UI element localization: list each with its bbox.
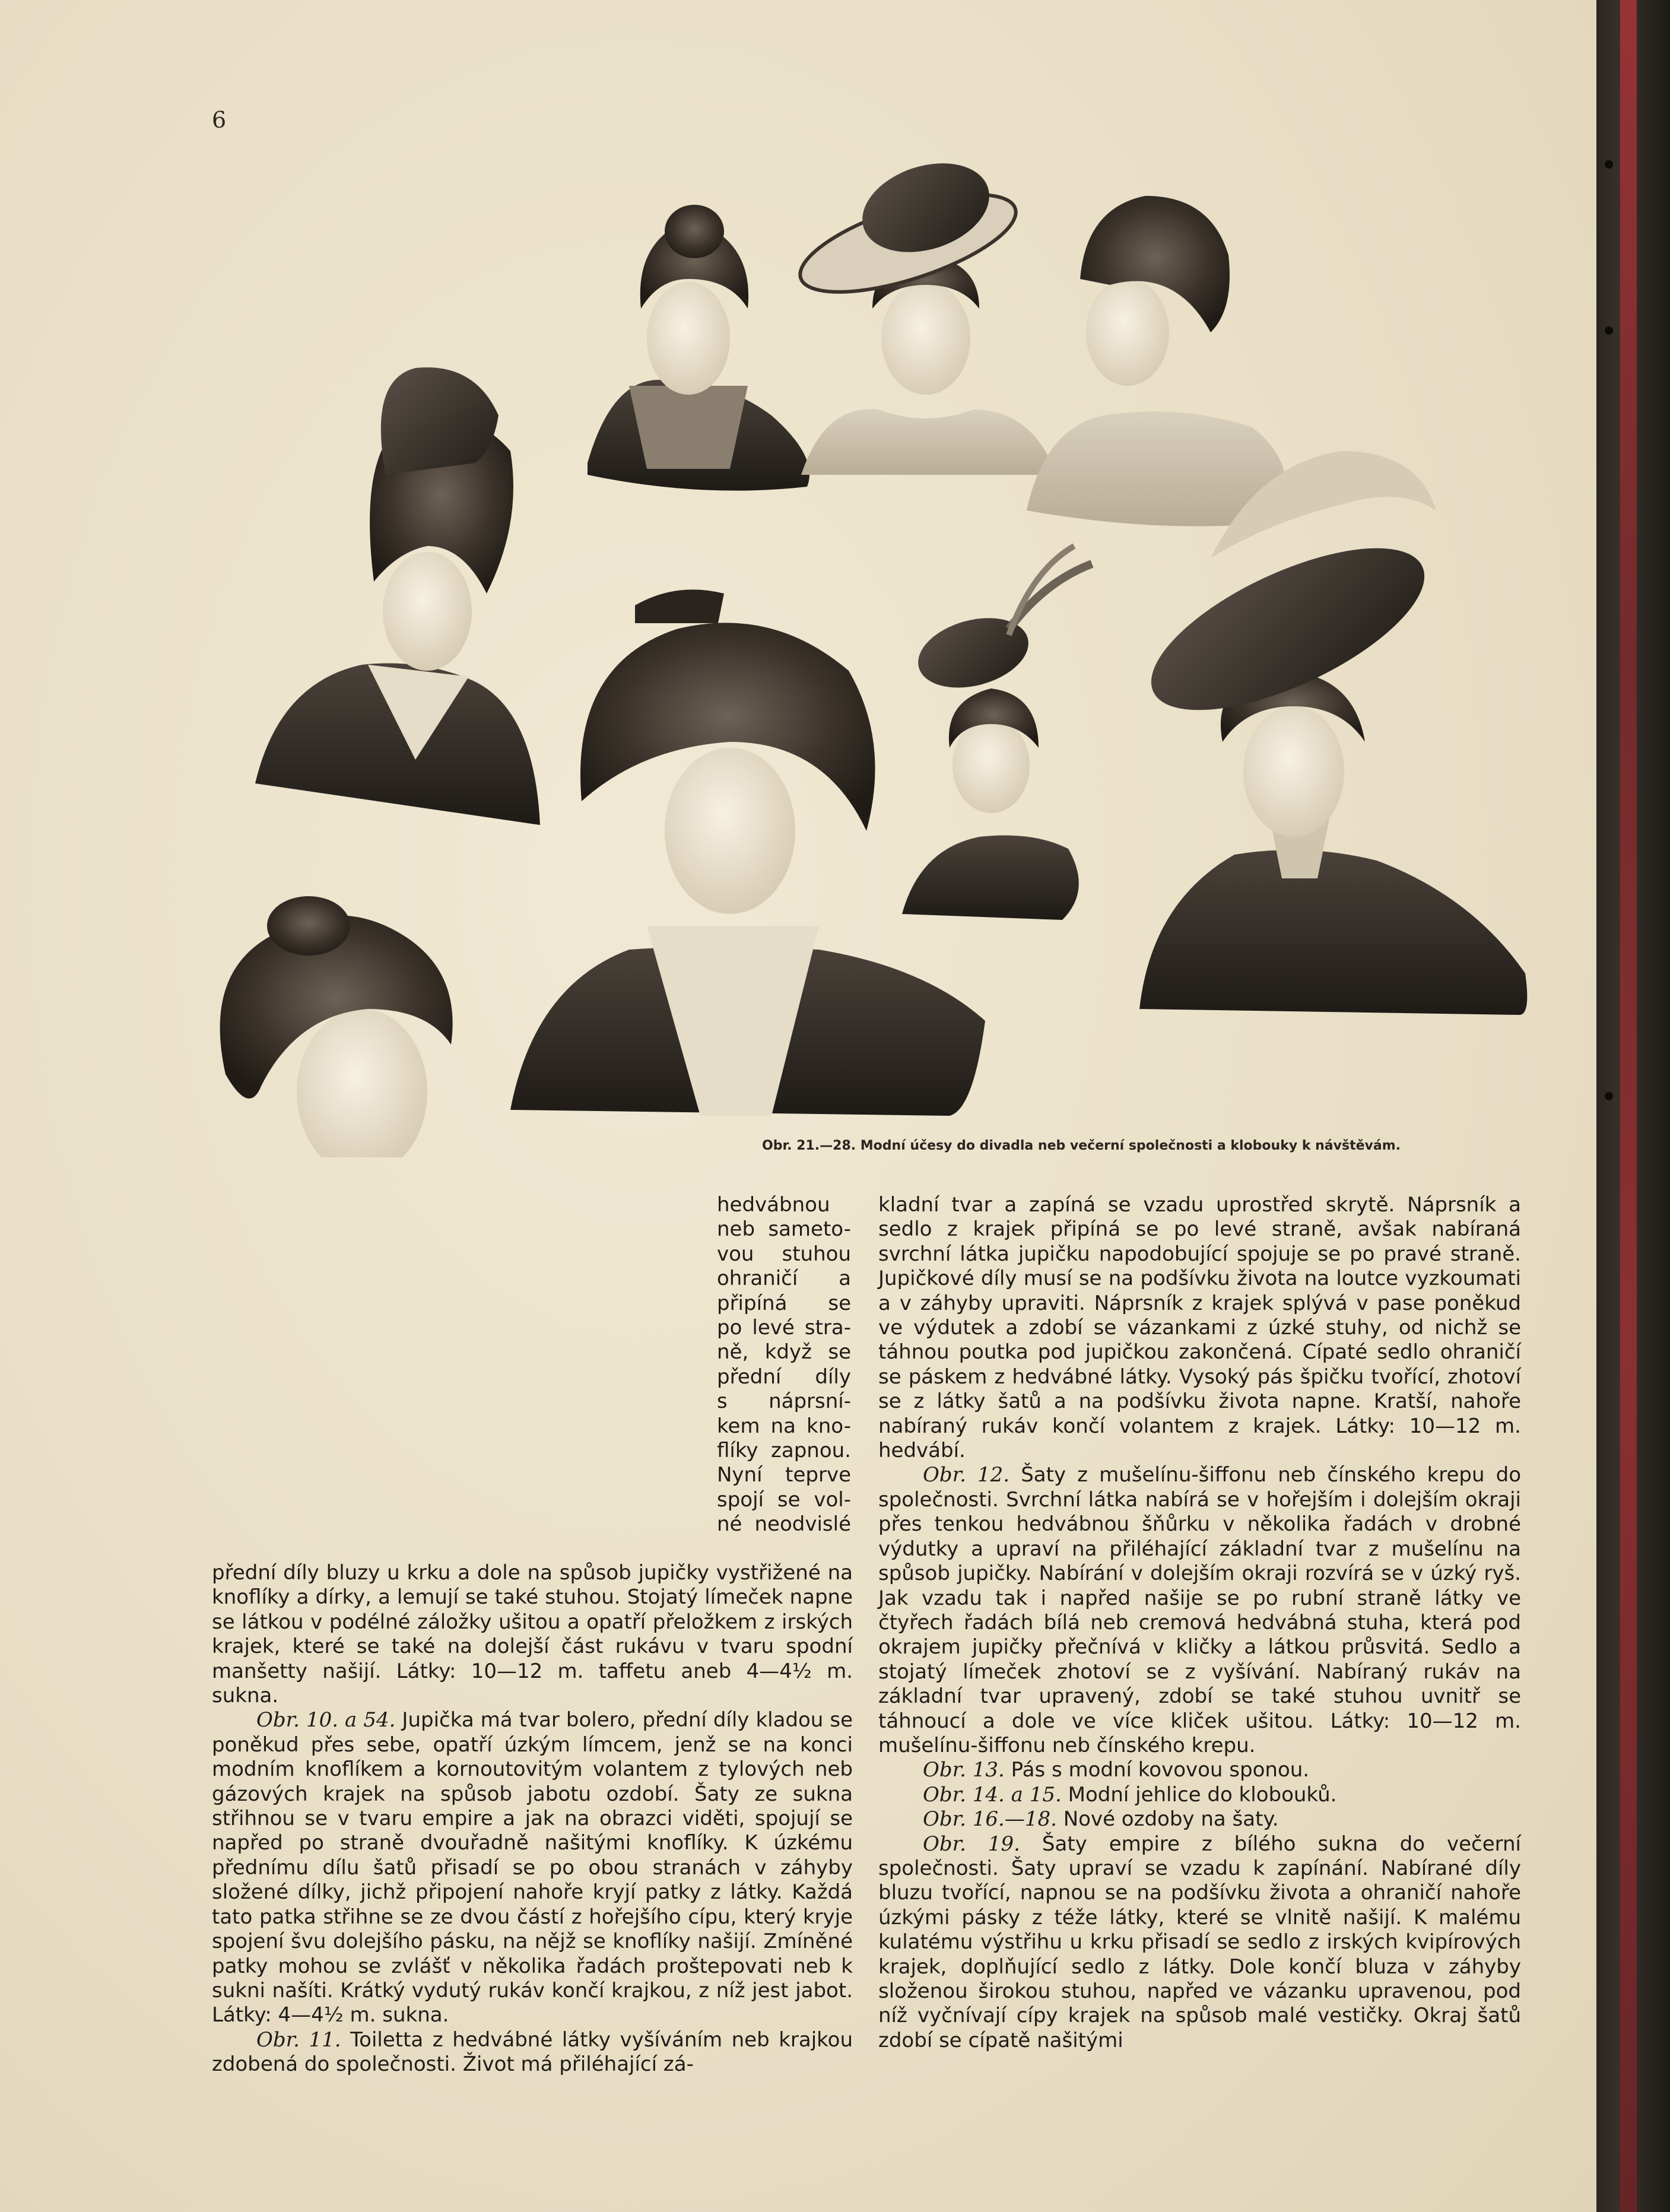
- narrow-line: Nyní teprve: [717, 1463, 851, 1487]
- narrow-line: né neodvislé: [717, 1512, 851, 1537]
- figure-wide-hat: [790, 148, 1056, 475]
- narrow-line: ohraničí a: [717, 1267, 851, 1291]
- binding-mark: [1605, 326, 1613, 335]
- paragraph-text: Nové ozdoby na šaty.: [1056, 1807, 1279, 1832]
- narrow-line: flíky zapnou.: [717, 1439, 851, 1463]
- narrow-line: připíná se: [717, 1291, 851, 1315]
- figure-reference: Obr. 12.: [923, 1463, 1010, 1487]
- paragraph: [878, 1463, 1521, 1758]
- paragraph: [212, 1708, 853, 2027]
- paragraph-text: Pás s modní kovovou sponou.: [1004, 1758, 1310, 1782]
- narrow-line: po levé stra-: [717, 1316, 851, 1340]
- paragraph: [878, 1807, 1521, 1832]
- figure-profile-lace: [1027, 196, 1287, 526]
- figure-reference: Obr. 19.: [923, 1832, 1020, 1856]
- paragraph: [878, 1758, 1521, 1782]
- binding-strip: [1620, 0, 1637, 2212]
- narrow-line: kem na kno-: [717, 1414, 851, 1438]
- narrow-line: neb sameto-: [717, 1217, 851, 1242]
- figure-reference: Obr. 14. a 15.: [923, 1782, 1062, 1807]
- paragraph-text: Jupička má tvar bolero, přední díly kladou se poněkud přes sebe, opatří úzkým límcem, jenž se na konci modním knoflíkem a kornoutovitým volantem z tylových neb gázových krajek na spůsob jabotu ozdobí. Šaty ze sukna střihnou se v tvaru empire a jak na obrazci viděti, spojují se napřed po straně dvouřadně našitými knoflíky. K úzkému přednímu dílu šatů přisadí se po obou stranách v záhyby složené dílky, jichž připojení nahoře kryjí patky z látky. Každá tato patka střihne se ze dvou částí z hořejšího cípu, který kryje spojení švu dolejšího pásku, na nějž se knoflíky našijí. Zmíněné patky mohou se zvlášť v několika řadách proštepovati neb k sukni našíti. Krátký vydutý rukáv končí krajkou, z níž jest jabot. Látky: 4—4½ m. sukna.: [212, 1708, 853, 2027]
- figure-plume-hat: [902, 546, 1092, 920]
- binding-mark: [1605, 160, 1613, 169]
- figure-reference: Obr. 10. a 54.: [256, 1708, 396, 1732]
- binding-mark: [1605, 1092, 1613, 1100]
- narrow-line: přední díly: [717, 1364, 851, 1389]
- paragraph-text: kladní tvar a zapíná se vzadu uprostřed skrytě. Náprsník a sedlo z krajek připíná se po levé straně, avšak nabíraná svrchní látka jupičku napodobující spojuje se po pravé straně. Jupičkové díly musí se na podšívku života na loutce vyzkoumati a v záhyby upraviti. Náprsník z krajek splývá v pase poněkud ve výdutek a zdobí se vázankami z úzké stuhy, od nichž se táhnou poutka pod jupičkou zakončená. Cípaté sedlo ohraničí se páskem z hedvábné látky. Vysoký pás špičku tvořící, zhotoví se z látky šatů a na podšívku života napne. Kratší, nahoře nabíraný rukáv končí volantem z krajek. Látky: 10—12 m. hedvábí.: [878, 1193, 1521, 1463]
- paragraph: [878, 1832, 1521, 2054]
- paragraph-text: přední díly bluzy u krku a dole na spůsob jupičky vystřižené na knoflíky a dírky, a lemují se také stuhou. Stojatý límeček napne se látkou v podélné záložky ušitou a opatří přeložkem z irských krajek, které se také na dolejší část rukávu v tvaru spodní manšetty našijí. Látky: 10—12 m. taffetu aneb 4—4½ m. sukna.: [212, 1561, 853, 1708]
- right-text-column: [878, 1193, 1521, 2053]
- fashion-illustration: [0, 0, 1596, 1157]
- figure-back-view: [588, 205, 809, 491]
- paragraph-text: Toiletta z hedvábné látky vyšíváním neb krajkou zdobená do společnosti. Život má přiléhající zá-: [212, 2027, 853, 2077]
- narrow-line: vou stuhou: [717, 1242, 851, 1266]
- figure-reference: Obr. 11.: [256, 2027, 341, 2052]
- figure-reference: Obr. 13.: [923, 1758, 1005, 1782]
- narrow-text-column: [717, 1193, 851, 1537]
- narrow-line: ně, když se: [717, 1340, 851, 1364]
- left-text-column: [212, 1561, 853, 2077]
- narrow-line: hedvábnou: [717, 1193, 830, 1217]
- paragraph-text: Šaty empire z bílého sukna do večerní společnosti. Šaty upraví se vzadu k zapínání. Nabírané díly bluzu tvořící, napnou se na podšívku života a ohraničí nahoře úzkými pásky z téže látky, které se vlnitě našijí. K malému kulatému výstřihu u krku přisadí se sedlo z irských kvipírových krajek, doplňující sedlo z látky. Dole končí bluza v záhyby složenou širokou stuhou, napřed ve vázanku upravenou, pod níž vyčnívají cípy krajek na spůsob malé vestičky. Okraj šatů zdobí se cípatě našitými: [878, 1832, 1522, 2052]
- paragraph-text: Modní jehlice do klobouků.: [1061, 1782, 1337, 1807]
- book-binding-edge: [1596, 0, 1670, 2212]
- figure-feather-hat: [1129, 451, 1527, 1015]
- paragraph-continued: [212, 1561, 853, 1708]
- paragraph-text: Šaty z mušelínu-šiffonu neb čínského krepu do společnosti. Svrchní látka nabírá se v hořejším i dolejším okraji přes tenkou hedvábnou šňůrku v několika řadách v drobné výdutky a upraví na přiléhající základní tvar z mušelínu na spůsob jupičky. Nabírání v dolejším okraji rozvírá se v úzký ryš. Jak vzadu tak i napřed našije se po rubní straně látky ve čtyřech řadách bílá neb cremová hedvábná stuha, která pod okrajem jupičky přečnívá v kličky a látkou průsvitá. Sedlo a stojatý límeček zhotoví se z vyšívání. Nabíraný rukáv na základní tvar upravený, zdobí se také stuhou uvnitř se táhnoucí a dole ve více kliček ušitou. Látky: 10—12 m. mušelínu-šiffonu neb čínského krepu.: [878, 1463, 1522, 1757]
- narrow-line: spojí se vol-: [717, 1487, 851, 1512]
- figure-tall-hat: [255, 367, 540, 825]
- figure-reference: Obr. 16.—18.: [923, 1807, 1057, 1832]
- narrow-line: s náprsní-: [717, 1389, 851, 1414]
- paragraph-continued: [878, 1193, 1521, 1463]
- paragraph: [878, 1783, 1521, 1807]
- figure-caption: Obr. 21.—28. Modní účesy do divadla neb večerní společnosti a klobouky k návštěvám.: [762, 1138, 1401, 1153]
- figure-center-front: [510, 589, 985, 1116]
- page-number: 6: [212, 107, 227, 133]
- paragraph: [212, 2028, 853, 2077]
